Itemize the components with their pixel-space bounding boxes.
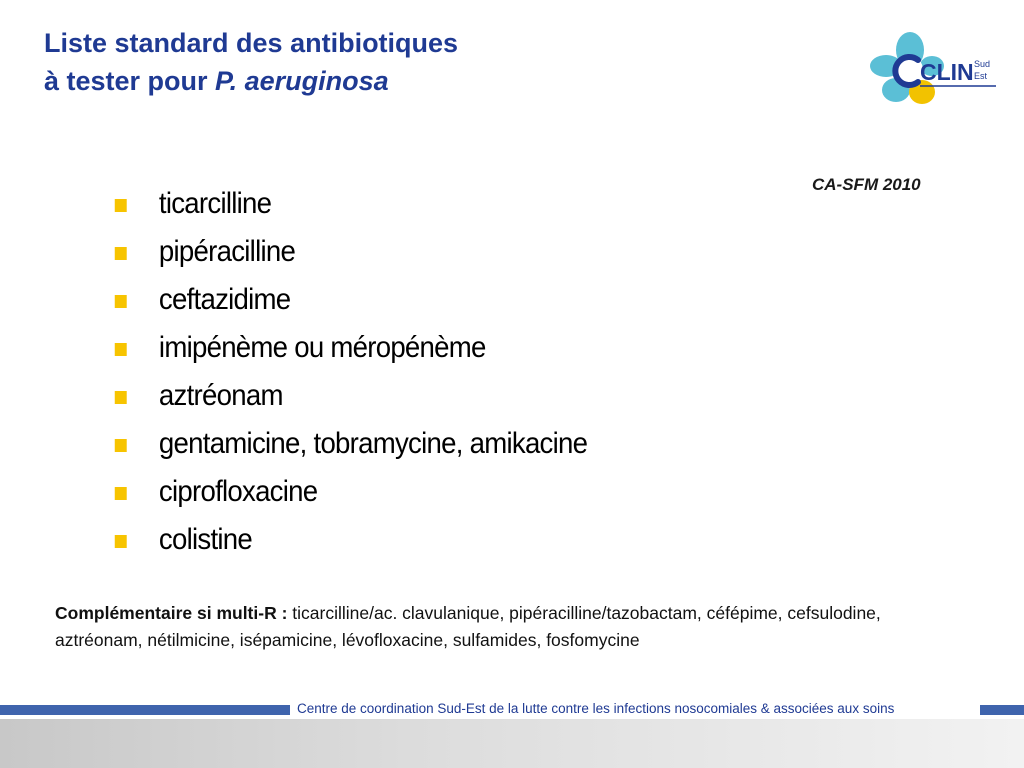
bullet-square-icon	[115, 535, 127, 548]
slide-title-line-1: Liste standard des antibiotiques	[44, 28, 459, 58]
bullet-square-icon	[115, 295, 127, 308]
footer-text: Centre de coordination Sud-Est de la lutte contre les infections nosocomiales & associées aux soins	[297, 701, 895, 716]
complementary-note-text: ticarcilline/ac. clavulanique, pipéracilline/tazobactam, céfépime, cefsulodine, aztréonam, nétilmicine, isépamicine, lévofloxacine, sulfamides, fosfomycine	[55, 603, 881, 650]
bullet-square-icon	[115, 343, 127, 356]
source-reference: CA-SFM 2010	[812, 175, 921, 194]
list-item-text: ciprofloxacine	[158, 475, 318, 508]
logo-sub-text-1: Sud	[974, 59, 991, 69]
bullet-square-icon	[115, 247, 127, 260]
complementary-note-lead: Complémentaire si multi-R :	[55, 603, 288, 623]
bullet-square-icon	[115, 439, 127, 452]
list-item-text: ceftazidime	[158, 283, 291, 316]
bullet-square-icon	[115, 391, 127, 404]
footer-bar-right	[980, 705, 1024, 715]
list-item-text: pipéracilline	[158, 235, 296, 268]
slide-title-prefix: à tester pour	[44, 66, 216, 96]
list-item-text: colistine	[158, 523, 253, 556]
complementary-note	[55, 600, 955, 654]
list-item-text: imipénème ou méropénème	[158, 331, 486, 364]
logo-text: CLIN	[920, 59, 974, 85]
slide-title	[44, 24, 458, 100]
footer-bar-left	[0, 705, 290, 715]
footer-background	[0, 719, 1024, 768]
bullet-square-icon	[115, 199, 127, 212]
cclin-logo	[870, 30, 1000, 106]
list-item-text: ticarcilline	[158, 187, 272, 220]
slide-title-line-2	[44, 62, 458, 100]
slide-title-organism: P. aeruginosa	[215, 66, 389, 96]
bullet-square-icon	[115, 487, 127, 500]
list-item-text: aztréonam	[158, 379, 283, 412]
list-item-text: gentamicine, tobramycine, amikacine	[158, 427, 588, 460]
flower-logo-icon	[870, 30, 1000, 106]
logo-sub-text-2: Est	[974, 71, 988, 81]
